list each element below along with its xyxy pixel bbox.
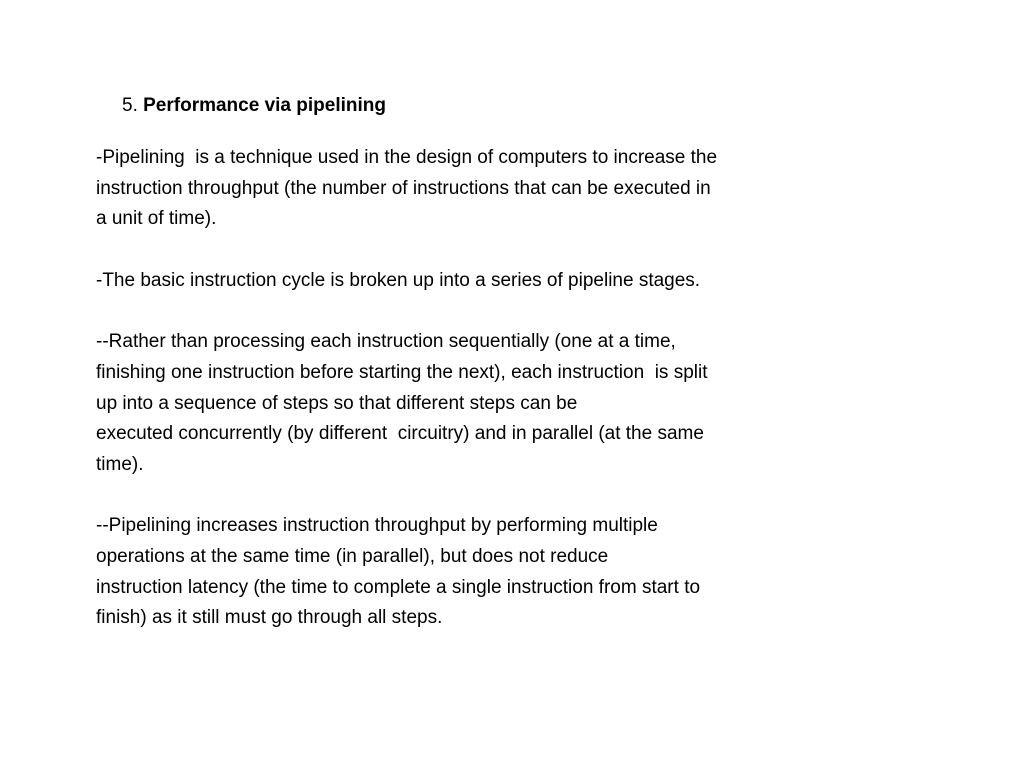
- text-line: executed concurrently (by different circuitry) and in parallel (at the same: [96, 423, 704, 445]
- text-line: finishing one instruction before starting the next), each instruction is split: [96, 361, 708, 383]
- text-line: operations at the same time (in parallel), but does not reduce: [96, 545, 609, 567]
- heading-number: 5.: [122, 95, 144, 116]
- paragraph-pipelining-definition: [96, 143, 896, 235]
- text-line: --Pipelining increases instruction throughput by performing multiple: [96, 515, 658, 537]
- paragraph-spacer: [96, 235, 896, 266]
- heading-title: Performance via pipelining: [143, 95, 386, 116]
- text-line: up into a sequence of steps so that different steps can be: [96, 392, 578, 414]
- slide-heading: [122, 93, 386, 119]
- text-line: time).: [96, 453, 144, 475]
- text-line: -The basic instruction cycle is broken up into a series of pipeline stages.: [96, 269, 701, 291]
- paragraph-instruction-cycle: [96, 266, 896, 297]
- paragraph-throughput-latency: [96, 511, 896, 634]
- text-line: instruction throughput (the number of instructions that can be executed in: [96, 177, 711, 199]
- text-line: --Rather than processing each instruction sequentially (one at a time,: [96, 331, 676, 353]
- slide-body: [96, 143, 896, 634]
- paragraph-spacer: [96, 481, 896, 512]
- paragraph-spacer: [96, 296, 896, 327]
- text-line: instruction latency (the time to complete a single instruction from start to: [96, 576, 701, 598]
- text-line: finish) as it still must go through all steps.: [96, 607, 443, 629]
- text-line: -Pipelining is a technique used in the design of computers to increase the: [96, 147, 718, 168]
- paragraph-concurrent-steps: [96, 327, 896, 480]
- text-line: a unit of time).: [96, 208, 217, 230]
